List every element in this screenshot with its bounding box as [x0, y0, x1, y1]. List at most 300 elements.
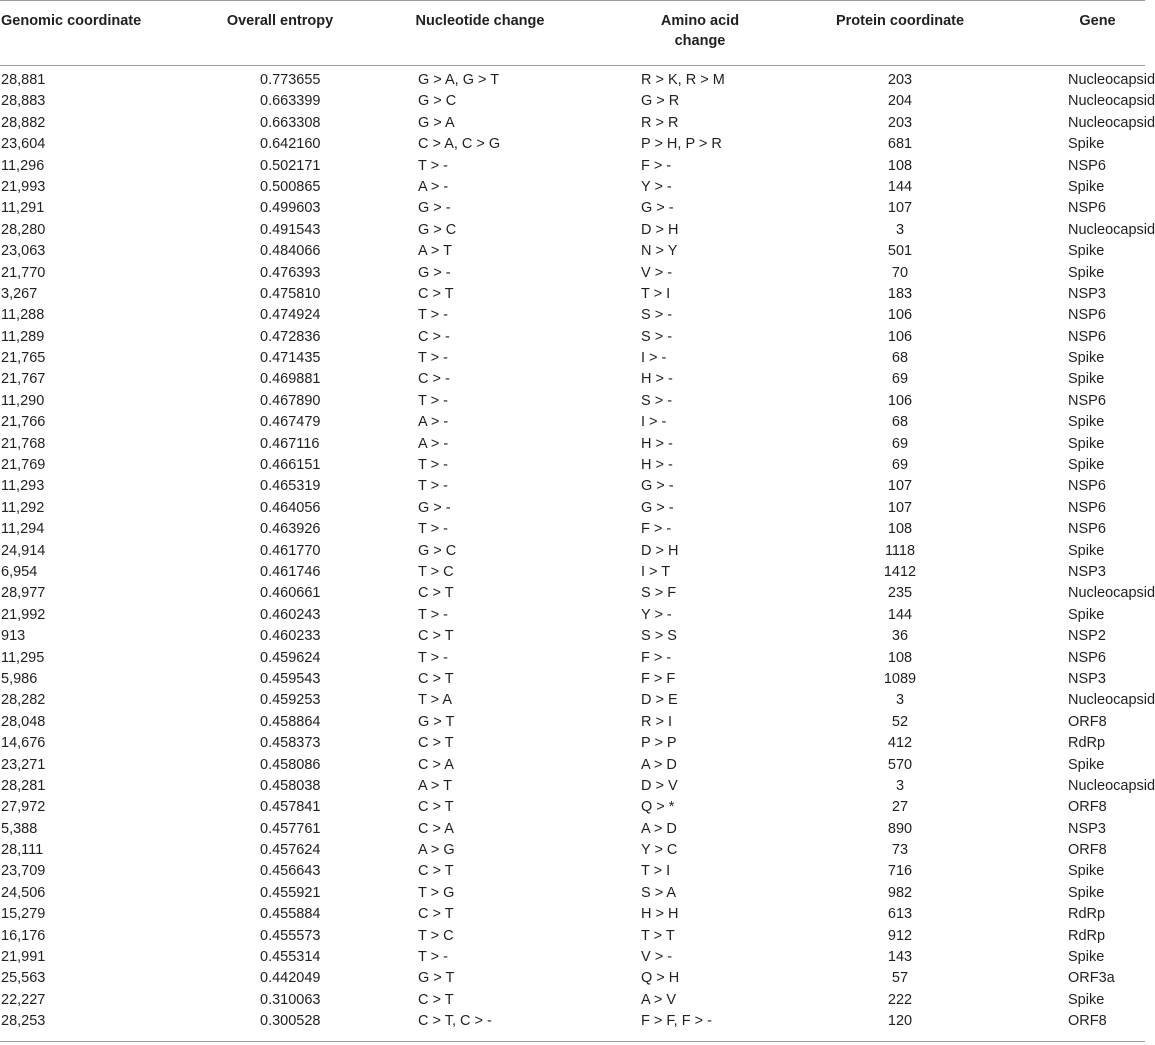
header-genomic-coordinate: Genomic coordinate: [1, 13, 142, 29]
cell-overall-entropy: 0.460243: [260, 606, 321, 623]
cell-genomic-coordinate: 21,765: [1, 350, 46, 367]
cell-amino-acid-change: A > D: [641, 756, 677, 773]
cell-nucleotide-change: C > T: [418, 906, 454, 923]
cell-nucleotide-change: A > -: [418, 178, 449, 195]
cell-gene: Spike: [1068, 435, 1105, 452]
cell-protein-coordinate: 1089: [883, 670, 917, 687]
cell-gene: Spike: [1068, 863, 1105, 880]
table-row: [0, 990, 1145, 1011]
cell-amino-acid-change: F > -: [641, 649, 672, 666]
cell-protein-coordinate: 107: [887, 499, 913, 516]
cell-overall-entropy: 0.491543: [260, 221, 321, 238]
cell-amino-acid-change: S > S: [641, 628, 677, 645]
cell-amino-acid-change: R > R: [641, 114, 679, 131]
cell-gene: Spike: [1068, 884, 1105, 901]
cell-gene: NSP6: [1068, 521, 1106, 538]
cell-overall-entropy: 0.460661: [260, 585, 321, 602]
cell-gene: NSP3: [1068, 820, 1106, 837]
cell-overall-entropy: 0.475810: [260, 285, 321, 302]
cell-genomic-coordinate: 15,279: [1, 906, 46, 923]
cell-gene: ORF8: [1068, 713, 1107, 730]
cell-amino-acid-change: N > Y: [641, 243, 678, 260]
cell-genomic-coordinate: 11,292: [1, 499, 45, 516]
cell-nucleotide-change: C > T: [418, 585, 454, 602]
cell-protein-coordinate: 912: [887, 927, 913, 944]
cell-overall-entropy: 0.455921: [260, 884, 321, 901]
cell-amino-acid-change: V > -: [641, 949, 673, 966]
cell-gene: Spike: [1068, 949, 1105, 966]
cell-nucleotide-change: T > -: [418, 606, 448, 623]
cell-nucleotide-change: G > T: [418, 713, 455, 730]
cell-overall-entropy: 0.457761: [260, 820, 321, 837]
cell-overall-entropy: 0.455884: [260, 906, 321, 923]
cell-genomic-coordinate: 21,769: [1, 457, 46, 474]
cell-gene: Nucleocapsid: [1068, 692, 1155, 709]
cell-nucleotide-change: C > T: [418, 285, 454, 302]
cell-nucleotide-change: C > T, C > -: [418, 1013, 492, 1030]
cell-genomic-coordinate: 11,293: [1, 478, 45, 495]
table-row: [0, 605, 1145, 626]
cell-genomic-coordinate: 23,271: [1, 756, 46, 773]
cell-overall-entropy: 0.457841: [260, 799, 321, 816]
cell-overall-entropy: 0.463926: [260, 521, 321, 538]
cell-genomic-coordinate: 11,294: [1, 521, 45, 538]
table-row: [0, 348, 1145, 369]
cell-amino-acid-change: S > F: [641, 585, 677, 602]
cell-genomic-coordinate: 27,972: [1, 799, 46, 816]
table-row: [0, 904, 1145, 925]
table-row: [0, 648, 1145, 669]
cell-amino-acid-change: F > F, F > -: [641, 1013, 712, 1030]
cell-amino-acid-change: S > -: [641, 328, 673, 345]
cell-genomic-coordinate: 22,227: [1, 991, 46, 1008]
table-row: [0, 91, 1155, 112]
cell-gene: Nucleocapsid: [1068, 585, 1155, 602]
table-row: [0, 669, 1145, 690]
table-row: [0, 412, 1145, 433]
cell-amino-acid-change: V > -: [641, 264, 673, 281]
cell-overall-entropy: 0.773655: [260, 72, 321, 88]
table-row: [0, 926, 1145, 947]
cell-gene: RdRp: [1068, 927, 1106, 944]
cell-protein-coordinate: 144: [887, 606, 913, 623]
table-row: [0, 70, 1155, 91]
cell-overall-entropy: 0.467890: [260, 392, 321, 409]
table-row: [0, 498, 1145, 519]
table-body: [0, 70, 1155, 1033]
cell-genomic-coordinate: 11,290: [1, 392, 45, 409]
cell-genomic-coordinate: 28,282: [1, 692, 46, 709]
cell-genomic-coordinate: 28,882: [1, 114, 46, 131]
table-row: [0, 733, 1145, 754]
cell-genomic-coordinate: 28,977: [1, 585, 46, 602]
cell-nucleotide-change: G > A: [418, 114, 455, 131]
cell-protein-coordinate: 144: [887, 178, 913, 195]
cell-genomic-coordinate: 23,063: [1, 243, 46, 260]
cell-amino-acid-change: I > -: [641, 350, 667, 367]
header-amino-acid-line2: change: [674, 33, 726, 49]
table-row: [0, 263, 1145, 284]
cell-genomic-coordinate: 21,767: [1, 371, 46, 388]
cell-amino-acid-change: H > -: [641, 457, 673, 474]
table-row: [0, 626, 1145, 647]
cell-nucleotide-change: T > C: [418, 927, 454, 944]
cell-nucleotide-change: T > C: [418, 563, 454, 580]
cell-nucleotide-change: T > -: [418, 649, 448, 666]
cell-nucleotide-change: A > G: [418, 842, 455, 859]
table-row: [0, 241, 1145, 262]
table-row: [0, 156, 1145, 177]
cell-amino-acid-change: H > H: [641, 906, 679, 923]
cell-gene: Spike: [1068, 371, 1105, 388]
cell-protein-coordinate: 70: [891, 264, 909, 281]
cell-genomic-coordinate: 11,295: [1, 649, 45, 666]
cell-nucleotide-change: G > C: [418, 93, 457, 110]
cell-amino-acid-change: P > P: [641, 735, 677, 752]
cell-nucleotide-change: T > -: [418, 157, 448, 174]
cell-genomic-coordinate: 21,993: [1, 178, 46, 195]
table-row: [0, 819, 1145, 840]
cell-overall-entropy: 0.466151: [260, 457, 321, 474]
cell-amino-acid-change: G > -: [641, 499, 674, 516]
cell-amino-acid-change: D > E: [641, 692, 678, 709]
table-row: [0, 113, 1155, 134]
table-row: [0, 947, 1145, 968]
cell-overall-entropy: 0.458086: [260, 756, 321, 773]
cell-genomic-coordinate: 5,986: [1, 670, 38, 687]
table-row: [0, 220, 1155, 241]
header-gene: Gene: [1079, 13, 1116, 29]
cell-protein-coordinate: 52: [891, 713, 909, 730]
cell-gene: Spike: [1068, 264, 1105, 281]
cell-amino-acid-change: D > V: [641, 777, 678, 794]
cell-amino-acid-change: T > I: [641, 285, 671, 302]
cell-genomic-coordinate: 24,506: [1, 884, 46, 901]
cell-protein-coordinate: 106: [887, 392, 913, 409]
cell-gene: NSP6: [1068, 328, 1106, 345]
cell-amino-acid-change: R > K, R > M: [641, 72, 725, 88]
table-row: [0, 562, 1145, 583]
cell-nucleotide-change: G > -: [418, 200, 451, 217]
cell-nucleotide-change: C > A: [418, 756, 454, 773]
cell-gene: Spike: [1068, 457, 1105, 474]
cell-amino-acid-change: S > A: [641, 884, 677, 901]
cell-nucleotide-change: C > T: [418, 670, 454, 687]
cell-nucleotide-change: A > -: [418, 414, 449, 431]
cell-protein-coordinate: 143: [887, 949, 913, 966]
table-row: [0, 519, 1145, 540]
cell-overall-entropy: 0.456643: [260, 863, 321, 880]
cell-gene: ORF8: [1068, 842, 1107, 859]
cell-overall-entropy: 0.442049: [260, 970, 321, 987]
cell-nucleotide-change: C > T: [418, 735, 454, 752]
cell-gene: ORF8: [1068, 1013, 1107, 1030]
cell-genomic-coordinate: 21,770: [1, 264, 46, 281]
cell-protein-coordinate: 57: [891, 970, 909, 987]
cell-genomic-coordinate: 14,676: [1, 735, 46, 752]
cell-amino-acid-change: Y > -: [641, 178, 672, 195]
cell-protein-coordinate: 222: [887, 991, 913, 1008]
cell-genomic-coordinate: 28,253: [1, 1013, 46, 1030]
cell-gene: RdRp: [1068, 906, 1106, 923]
cell-gene: Spike: [1068, 756, 1105, 773]
cell-genomic-coordinate: 28,048: [1, 713, 46, 730]
table-bottom-rule: [0, 1041, 1145, 1042]
cell-overall-entropy: 0.310063: [260, 991, 321, 1008]
cell-nucleotide-change: G > A, G > T: [418, 72, 500, 88]
cell-overall-entropy: 0.464056: [260, 499, 321, 516]
cell-gene: Nucleocapsid: [1068, 777, 1155, 794]
cell-overall-entropy: 0.471435: [260, 350, 321, 367]
cell-protein-coordinate: 1118: [884, 542, 916, 559]
table-row: [0, 712, 1145, 733]
table-row: [0, 840, 1145, 861]
table-header-rule: [0, 65, 1145, 66]
cell-amino-acid-change: Y > -: [641, 606, 672, 623]
cell-amino-acid-change: F > -: [641, 157, 672, 174]
cell-overall-entropy: 0.642160: [260, 136, 321, 153]
cell-gene: Spike: [1068, 414, 1105, 431]
cell-protein-coordinate: 27: [891, 799, 909, 816]
cell-gene: Nucleocapsid: [1068, 72, 1155, 88]
table-row: [0, 455, 1145, 476]
table-header-row: [0, 0, 1145, 65]
table-row: [0, 583, 1155, 604]
cell-amino-acid-change: D > H: [641, 221, 679, 238]
cell-nucleotide-change: C > -: [418, 328, 450, 345]
cell-protein-coordinate: 108: [887, 157, 913, 174]
table-row: [0, 776, 1155, 797]
cell-genomic-coordinate: 11,289: [1, 328, 45, 345]
cell-gene: Spike: [1068, 350, 1105, 367]
cell-amino-acid-change: I > T: [641, 563, 671, 580]
cell-nucleotide-change: G > -: [418, 499, 451, 516]
header-nucleotide-change: Nucleotide change: [415, 13, 545, 29]
cell-protein-coordinate: 120: [887, 1013, 913, 1030]
cell-genomic-coordinate: 23,709: [1, 863, 46, 880]
cell-protein-coordinate: 106: [887, 307, 913, 324]
cell-genomic-coordinate: 16,176: [1, 927, 46, 944]
cell-gene: NSP6: [1068, 157, 1106, 174]
cell-protein-coordinate: 183: [887, 285, 913, 302]
cell-overall-entropy: 0.461746: [260, 563, 321, 580]
table-row: [0, 134, 1145, 155]
header-amino-acid-line1: Amino acid: [660, 13, 740, 29]
cell-protein-coordinate: 3: [895, 777, 905, 794]
header-amino-acid-change: [620, 11, 780, 51]
cell-nucleotide-change: C > T: [418, 863, 454, 880]
cell-amino-acid-change: S > -: [641, 307, 673, 324]
cell-overall-entropy: 0.460233: [260, 628, 321, 645]
cell-nucleotide-change: C > -: [418, 371, 450, 388]
table-row: [0, 434, 1145, 455]
cell-overall-entropy: 0.459253: [260, 692, 321, 709]
cell-protein-coordinate: 501: [887, 243, 913, 260]
cell-protein-coordinate: 890: [887, 820, 913, 837]
cell-overall-entropy: 0.484066: [260, 243, 321, 260]
cell-gene: Nucleocapsid: [1068, 114, 1155, 131]
cell-nucleotide-change: G > C: [418, 221, 457, 238]
table-row: [0, 391, 1145, 412]
table-row: [0, 1011, 1145, 1032]
cell-protein-coordinate: 107: [887, 478, 913, 495]
cell-protein-coordinate: 69: [891, 457, 909, 474]
table-row: [0, 284, 1145, 305]
cell-gene: RdRp: [1068, 735, 1106, 752]
table-row: [0, 327, 1145, 348]
cell-genomic-coordinate: 28,281: [1, 777, 46, 794]
cell-overall-entropy: 0.663308: [260, 114, 321, 131]
cell-nucleotide-change: T > -: [418, 307, 448, 324]
table-row: [0, 305, 1145, 326]
cell-nucleotide-change: C > T: [418, 628, 454, 645]
cell-amino-acid-change: A > D: [641, 820, 677, 837]
header-overall-entropy: Overall entropy: [226, 13, 334, 29]
cell-gene: Spike: [1068, 542, 1105, 559]
cell-nucleotide-change: T > G: [418, 884, 455, 901]
cell-amino-acid-change: G > -: [641, 478, 674, 495]
cell-protein-coordinate: 3: [895, 692, 905, 709]
cell-overall-entropy: 0.467116: [260, 435, 320, 452]
cell-overall-entropy: 0.465319: [260, 478, 321, 495]
cell-protein-coordinate: 68: [891, 350, 909, 367]
cell-amino-acid-change: A > V: [641, 991, 677, 1008]
cell-gene: NSP3: [1068, 563, 1106, 580]
cell-overall-entropy: 0.457624: [260, 842, 321, 859]
cell-nucleotide-change: T > -: [418, 478, 448, 495]
table-row: [0, 883, 1145, 904]
cell-genomic-coordinate: 6,954: [1, 563, 38, 580]
cell-amino-acid-change: F > -: [641, 521, 672, 538]
cell-nucleotide-change: A > T: [418, 777, 452, 794]
cell-genomic-coordinate: 3,267: [1, 285, 38, 302]
cell-nucleotide-change: T > -: [418, 457, 448, 474]
cell-protein-coordinate: 107: [887, 200, 913, 217]
cell-genomic-coordinate: 28,111: [1, 842, 44, 859]
cell-genomic-coordinate: 21,991: [1, 949, 46, 966]
cell-protein-coordinate: 36: [891, 628, 909, 645]
cell-nucleotide-change: T > -: [418, 350, 448, 367]
cell-amino-acid-change: P > H, P > R: [641, 136, 722, 153]
cell-overall-entropy: 0.472836: [260, 328, 321, 345]
cell-genomic-coordinate: 23,604: [1, 136, 46, 153]
cell-genomic-coordinate: 28,280: [1, 221, 46, 238]
cell-protein-coordinate: 204: [887, 93, 913, 110]
cell-overall-entropy: 0.458864: [260, 713, 321, 730]
cell-genomic-coordinate: 11,291: [1, 200, 45, 217]
cell-overall-entropy: 0.469881: [260, 371, 321, 388]
cell-amino-acid-change: Q > *: [641, 799, 675, 816]
cell-gene: Spike: [1068, 991, 1105, 1008]
cell-amino-acid-change: H > -: [641, 435, 673, 452]
cell-overall-entropy: 0.461770: [260, 542, 321, 559]
cell-nucleotide-change: G > -: [418, 264, 451, 281]
cell-gene: NSP6: [1068, 649, 1106, 666]
cell-overall-entropy: 0.500865: [260, 178, 321, 195]
cell-amino-acid-change: R > I: [641, 713, 673, 730]
table-row: [0, 968, 1145, 989]
cell-genomic-coordinate: 5,388: [1, 820, 38, 837]
cell-protein-coordinate: 982: [887, 884, 913, 901]
cell-protein-coordinate: 412: [887, 735, 913, 752]
cell-overall-entropy: 0.499603: [260, 200, 321, 217]
cell-genomic-coordinate: 24,914: [1, 542, 46, 559]
cell-gene: NSP6: [1068, 307, 1106, 324]
cell-gene: NSP3: [1068, 670, 1106, 687]
cell-overall-entropy: 0.455573: [260, 927, 321, 944]
cell-overall-entropy: 0.467479: [260, 414, 321, 431]
cell-overall-entropy: 0.502171: [260, 157, 321, 174]
cell-amino-acid-change: F > F: [641, 670, 676, 687]
cell-amino-acid-change: S > -: [641, 392, 673, 409]
cell-gene: Nucleocapsid: [1068, 221, 1155, 238]
cell-protein-coordinate: 73: [891, 842, 909, 859]
cell-genomic-coordinate: 28,883: [1, 93, 46, 110]
cell-overall-entropy: 0.663399: [260, 93, 321, 110]
cell-gene: NSP2: [1068, 628, 1106, 645]
cell-protein-coordinate: 108: [887, 521, 913, 538]
cell-overall-entropy: 0.474924: [260, 307, 321, 324]
cell-gene: ORF8: [1068, 799, 1107, 816]
cell-protein-coordinate: 613: [887, 906, 913, 923]
cell-nucleotide-change: C > A, C > G: [418, 136, 501, 153]
cell-overall-entropy: 0.459543: [260, 670, 321, 687]
cell-genomic-coordinate: 11,296: [1, 157, 45, 174]
cell-gene: Nucleocapsid: [1068, 93, 1155, 110]
table-row: [0, 690, 1155, 711]
cell-nucleotide-change: T > -: [418, 949, 448, 966]
table-row: [0, 198, 1145, 219]
cell-genomic-coordinate: 11,288: [1, 307, 45, 324]
cell-nucleotide-change: G > T: [418, 970, 455, 987]
cell-gene: Spike: [1068, 243, 1105, 260]
cell-protein-coordinate: 235: [887, 585, 913, 602]
cell-protein-coordinate: 108: [887, 649, 913, 666]
cell-gene: ORF3a: [1068, 970, 1115, 987]
cell-nucleotide-change: C > T: [418, 991, 454, 1008]
cell-nucleotide-change: C > T: [418, 799, 454, 816]
cell-amino-acid-change: Y > C: [641, 842, 678, 859]
cell-genomic-coordinate: 21,768: [1, 435, 46, 452]
cell-genomic-coordinate: 913: [1, 628, 26, 645]
cell-genomic-coordinate: 28,881: [1, 72, 46, 88]
cell-nucleotide-change: A > -: [418, 435, 449, 452]
cell-nucleotide-change: T > -: [418, 521, 448, 538]
cell-amino-acid-change: H > -: [641, 371, 673, 388]
cell-protein-coordinate: 106: [887, 328, 913, 345]
cell-nucleotide-change: C > A: [418, 820, 454, 837]
cell-amino-acid-change: T > I: [641, 863, 671, 880]
table-row: [0, 369, 1145, 390]
cell-overall-entropy: 0.459624: [260, 649, 321, 666]
cell-protein-coordinate: 203: [887, 72, 913, 88]
cell-overall-entropy: 0.300528: [260, 1013, 321, 1030]
cell-protein-coordinate: 681: [887, 136, 913, 153]
cell-amino-acid-change: T > T: [641, 927, 675, 944]
table-row: [0, 541, 1145, 562]
cell-amino-acid-change: G > -: [641, 200, 674, 217]
cell-nucleotide-change: T > -: [418, 392, 448, 409]
cell-amino-acid-change: I > -: [641, 414, 667, 431]
cell-nucleotide-change: A > T: [418, 243, 452, 260]
cell-overall-entropy: 0.458038: [260, 777, 321, 794]
cell-gene: NSP6: [1068, 200, 1106, 217]
cell-genomic-coordinate: 25,563: [1, 970, 46, 987]
cell-amino-acid-change: G > R: [641, 93, 680, 110]
table-row: [0, 861, 1145, 882]
cell-protein-coordinate: 69: [891, 435, 909, 452]
cell-overall-entropy: 0.455314: [260, 949, 321, 966]
